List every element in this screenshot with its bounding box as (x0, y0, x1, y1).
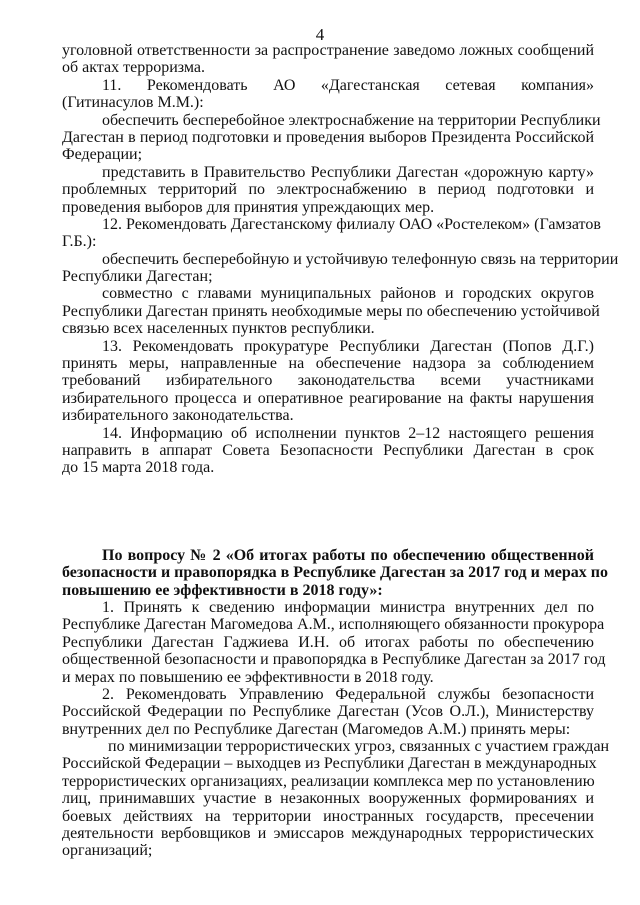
text-line: внутренних дел по Республике Дагестан (Магомедов А.М.) принять меры: (62, 720, 571, 738)
paragraph-continuation (62, 42, 594, 77)
text-line: 1. Принять к сведению информации министра внутренних дел по (102, 598, 594, 616)
text-line: Российской Федерации по Республике Дагестан (Усов О.Л.), Министерству (62, 703, 594, 721)
section-spacer (62, 477, 594, 547)
text-line: (Гитинасулов М.М.): (62, 94, 204, 112)
text-line: общественной безопасности и правопорядка в Республике Дагестан за 2017 год (62, 651, 606, 669)
text-line: Г.Б.): (62, 233, 97, 251)
paragraph-item-2-a (62, 738, 610, 860)
text-line: требований избирательного законодательства всеми участниками (62, 372, 594, 390)
text-line: и мерах по повышению ее эффективности в 2018 году. (62, 668, 434, 686)
text-line: обеспечить бесперебойное электроснабжение на территории Республики (102, 111, 601, 129)
text-line: Республики Дагестан; (62, 268, 213, 286)
text-line: боевых действиях на территории иностранных государств, пресечении (62, 807, 594, 825)
paragraph-item-14 (62, 425, 594, 477)
paragraph-item-12-a (62, 250, 619, 286)
document-body (62, 42, 619, 860)
text-line: Республике Дагестан Магомедова А.М., исполняющего обязанности прокурора (62, 616, 605, 634)
page-number: 4 (315, 25, 325, 44)
paragraph-item-11-a (62, 111, 601, 164)
paragraph-item-11 (62, 77, 594, 112)
text-line: избирательного законодательства. (62, 407, 294, 425)
text-line: Республики Дагестан Гаджиева И.Н. об итогах работы по обеспечению (62, 633, 594, 651)
text-line: по минимизации террористических угроз, связанных с участием граждан (108, 738, 610, 756)
text-line: 13. Рекомендовать прокуратуре Республики Дагестан (Попов Д.Г.) (102, 337, 594, 355)
text-line: проведения выборов для принятия упреждающих мер. (62, 198, 435, 216)
text-line: Российской Федерации – выходцев из Республики Дагестан в международных (62, 755, 597, 773)
text-line: 11. Рекомендовать АО «Дагестанская сетевая компания» (102, 76, 594, 94)
paragraph-item-2 (62, 686, 594, 738)
paragraph-item-13 (62, 338, 594, 425)
text-line: обеспечить бесперебойную и устойчивую телефонную связь на территории (102, 250, 619, 268)
text-line: связью всех населенных пунктов республики. (62, 320, 375, 338)
text-line: до 15 марта 2018 года. (62, 459, 215, 477)
text-line: направить в аппарат Совета Безопасности Республики Дагестан в срок (62, 441, 594, 459)
paragraph-item-12-b (62, 285, 600, 338)
text-line: организаций; (62, 842, 153, 860)
text-line: совместно с главами муниципальных районов и городских округов (102, 285, 594, 303)
paragraph-item-1 (62, 598, 606, 686)
text-line: 12. Рекомендовать Дагестанскому филиалу ОАО «Ростелеком» (Гамзатов (102, 215, 601, 233)
text-line: Федерации; (62, 146, 143, 164)
text-line: уголовной ответственности за распространение заведомо ложных сообщений (62, 42, 594, 59)
text-line: лиц, принимавших участие в незаконных вооруженных формированиях и (62, 790, 594, 808)
text-line: принять меры, направленные на обеспечение надзора за соблюдением (62, 355, 594, 373)
text-line: террористических организациях, реализации комплекса мер по установлению (62, 772, 595, 790)
text-line: 14. Информацию об исполнении пунктов 2–12 настоящего решения (102, 424, 594, 442)
heading-line: безопасности и правопорядка в Республике Дагестан за 2017 год и мерах по (62, 564, 608, 582)
heading-line: повышению ее эффективности в 2018 году»: (62, 581, 383, 599)
paragraph-item-11-b (62, 164, 594, 216)
heading-line: По вопросу № 2 «Об итогах работы по обеспечению общественной (102, 546, 594, 564)
section-heading (62, 546, 608, 599)
text-line: избирательного процесса и оперативное реагирование на факты нарушения (62, 389, 594, 407)
paragraph-item-12 (62, 215, 601, 251)
text-line: Дагестан в период подготовки и проведения выборов Президента Российской (62, 128, 594, 146)
text-line: 2. Рекомендовать Управлению Федеральной службы безопасности (102, 685, 594, 703)
text-line: проблемных территорий по электроснабжению в период подготовки и (62, 181, 594, 199)
text-line: Республики Дагестан принять необходимые меры по обеспечению устойчивой (62, 302, 600, 320)
text-line: об актах терроризма. (62, 59, 205, 77)
text-line: деятельности вербовщиков и эмиссаров международных террористических (62, 825, 594, 843)
text-line: представить в Правительство Республики Дагестан «дорожную карту» (102, 163, 594, 181)
